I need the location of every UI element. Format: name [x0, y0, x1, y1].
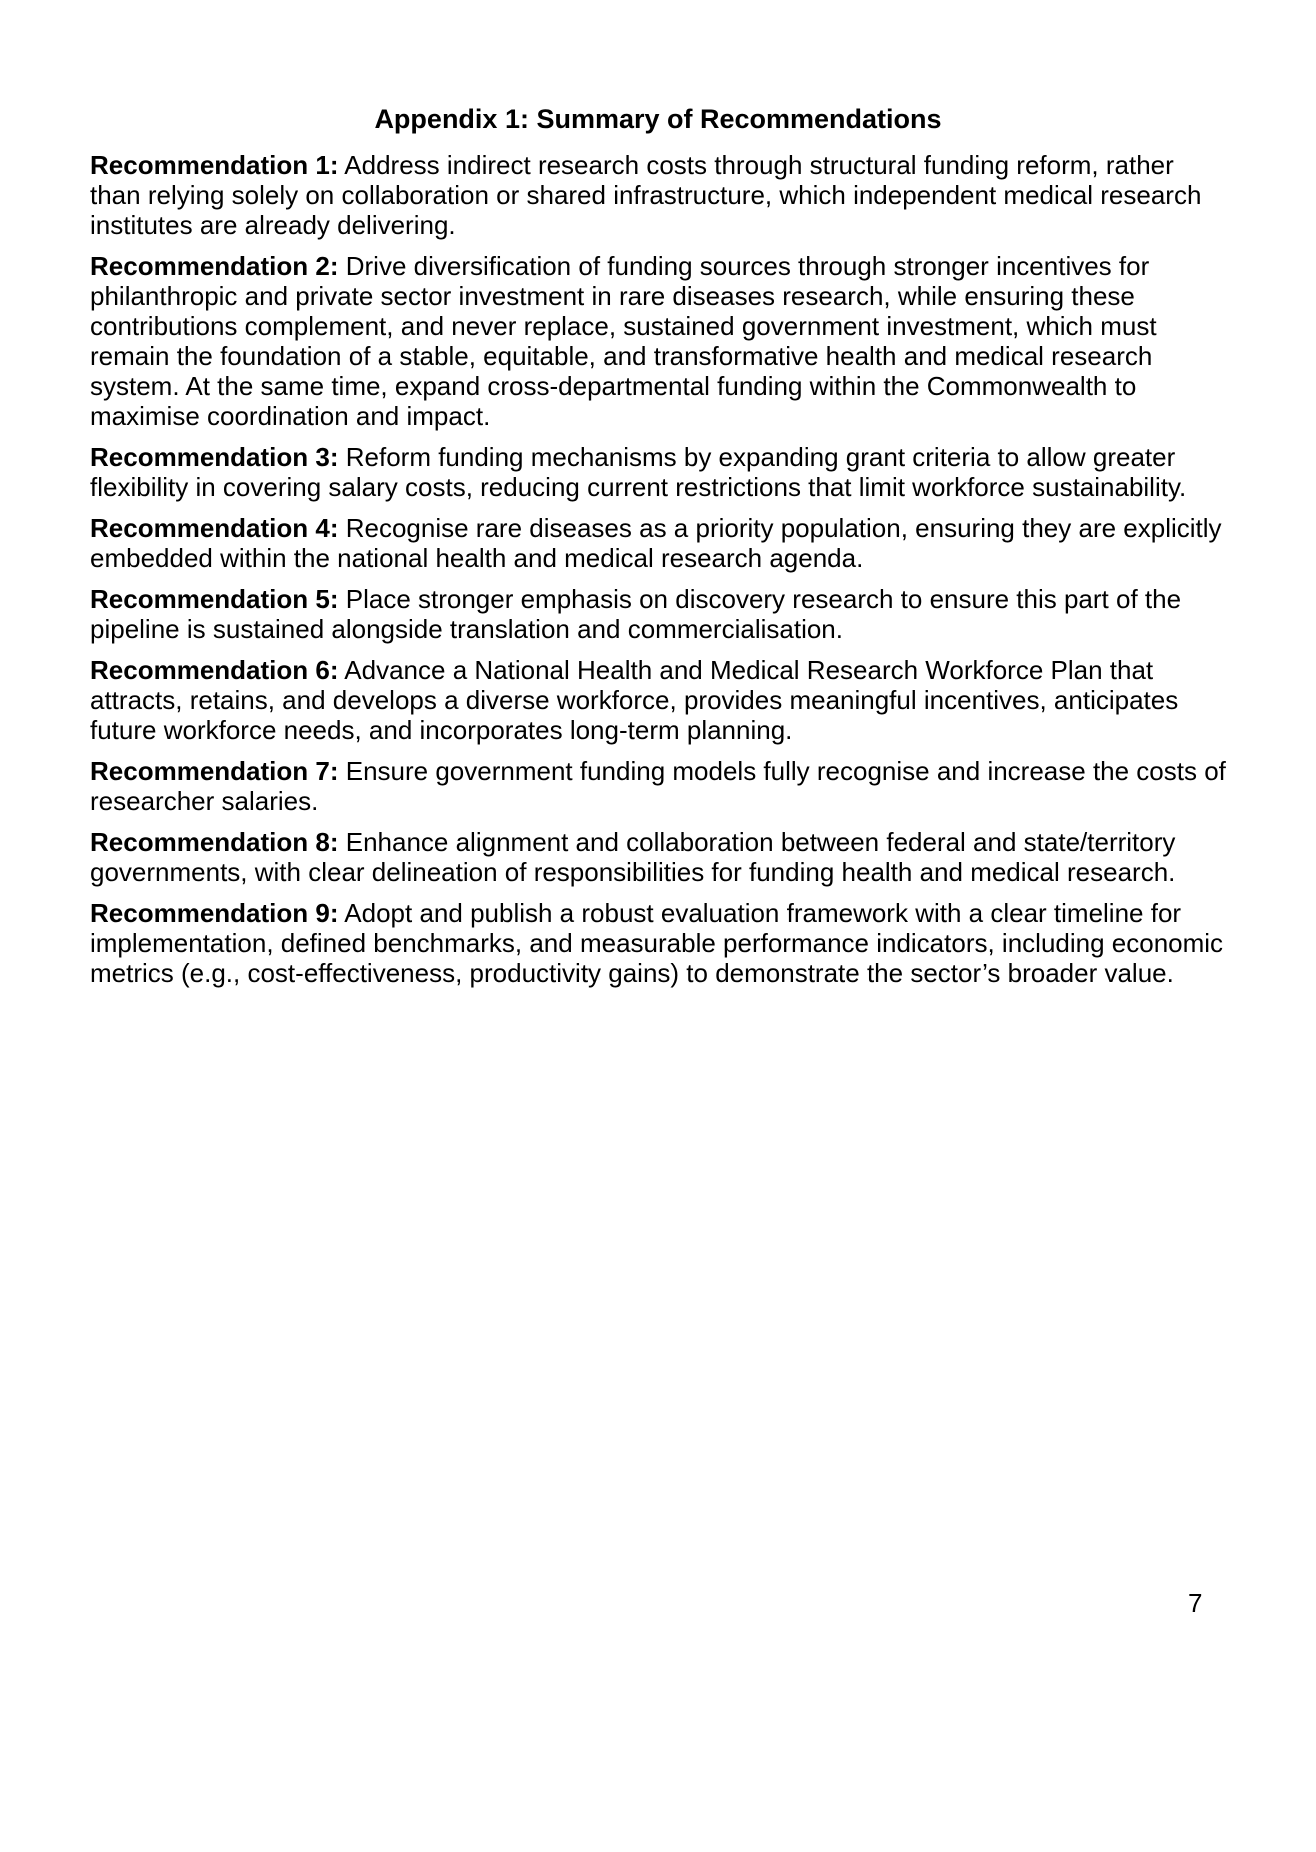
recommendation-6-paragraph: [90, 655, 1226, 745]
recommendation-5-label: Recommendation 5:: [90, 584, 339, 614]
recommendation-4-paragraph: [90, 513, 1226, 573]
recommendation-4-text: Recognise rare diseases as a priority population, ensuring they are explicitly embedded within the national health and medical research agenda.: [90, 513, 1222, 573]
recommendation-4-label: Recommendation 4:: [90, 513, 339, 543]
recommendation-9-text: Adopt and publish a robust evaluation framework with a clear timeline for implementation, defined benchmarks, and measurable performance indicators, including economic metrics (e.g., cost-effectiveness, productivity gains) to demonstrate the sector’s broader value.: [90, 898, 1224, 988]
page-number: 7: [1188, 1588, 1203, 1618]
recommendation-5-paragraph: [90, 584, 1226, 644]
recommendation-9-paragraph: [90, 898, 1226, 988]
recommendation-5-text: Place stronger emphasis on discovery research to ensure this part of the pipeline is sustained alongside translation and commercialisation.: [90, 584, 1182, 644]
recommendation-3-text: Reform funding mechanisms by expanding grant criteria to allow greater flexibility in covering salary costs, reducing current restrictions that limit workforce sustainability.: [90, 442, 1187, 502]
recommendation-8-paragraph: [90, 827, 1226, 887]
recommendation-8-text: Enhance alignment and collaboration between federal and state/territory governments, with clear delineation of responsibilities for funding health and medical research.: [90, 827, 1176, 887]
recommendation-8-label: Recommendation 8:: [90, 827, 339, 857]
recommendation-9-label: Recommendation 9:: [90, 898, 339, 928]
recommendation-3-label: Recommendation 3:: [90, 442, 339, 472]
recommendation-2-paragraph: [90, 251, 1226, 431]
recommendation-2-label: Recommendation 2:: [90, 251, 339, 281]
recommendation-6-text: Advance a National Health and Medical Research Workforce Plan that attracts, retains, and develops a diverse workforce, provides meaningful incentives, anticipates future workforce needs, and incorporates long-term planning.: [90, 655, 1179, 745]
recommendation-1-label: Recommendation 1:: [90, 150, 339, 180]
recommendation-7-text: Ensure government funding models fully recognise and increase the costs of researcher salaries.: [90, 756, 1226, 816]
recommendation-3-paragraph: [90, 442, 1226, 502]
recommendation-1-text: Address indirect research costs through structural funding reform, rather than relying solely on collaboration or shared infrastructure, which independent medical research institutes are already delivering.: [90, 150, 1202, 240]
page-title: Appendix 1: Summary of Recommendations: [374, 104, 942, 134]
recommendation-7-paragraph: [90, 756, 1226, 816]
recommendation-2-text: Drive diversification of funding sources through stronger incentives for philanthropic and private sector investment in rare diseases research, while ensuring these contributions complement, and never replace, sustained government investment, which must remain the foundation of a stable, equitable, and transformative health and medical research system. At the same time, expand cross-departmental funding within the Commonwealth to maximise coordination and impact.: [90, 251, 1157, 431]
recommendation-1-paragraph: [90, 150, 1226, 240]
document-content: [90, 104, 1226, 999]
recommendation-7-label: Recommendation 7:: [90, 756, 339, 786]
recommendation-6-label: Recommendation 6:: [90, 655, 339, 685]
